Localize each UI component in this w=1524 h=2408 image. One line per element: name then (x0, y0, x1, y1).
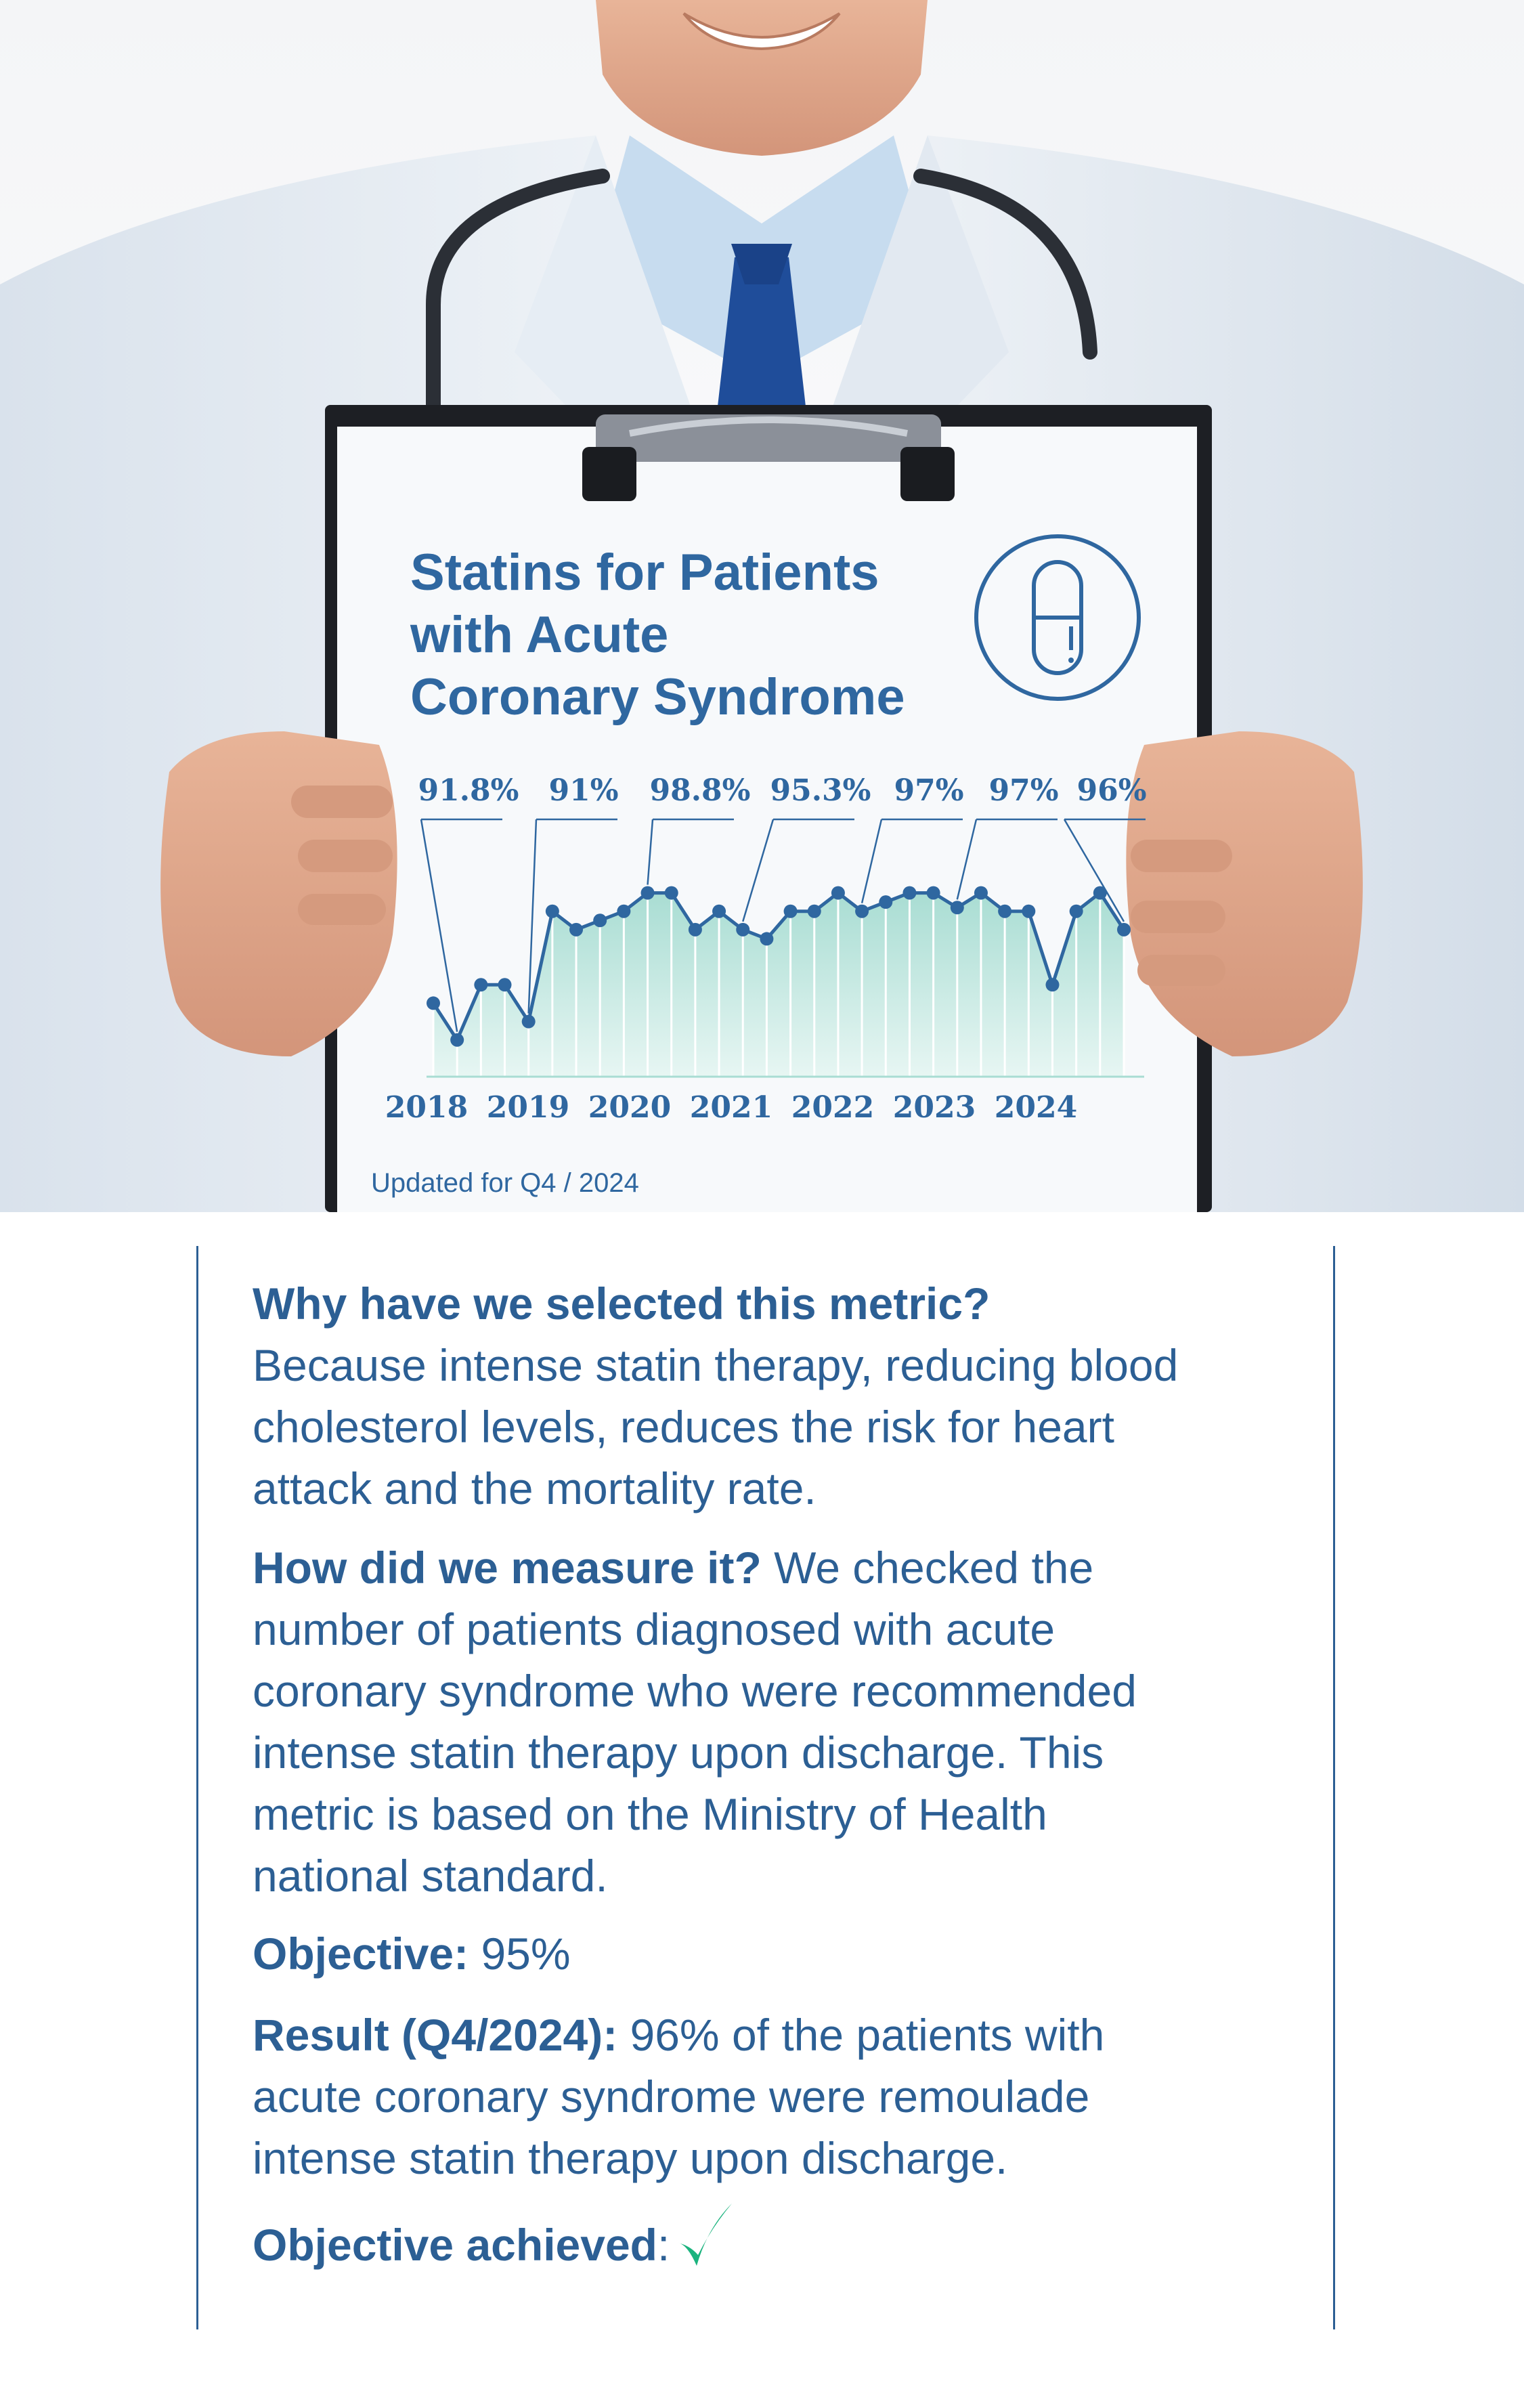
how-heading: How did we measure it? (253, 1543, 762, 1593)
chart-point (879, 895, 892, 909)
result-line-2: intense statin therapy upon discharge. (253, 2133, 1008, 2183)
updated-note: Updated for Q4 / 2024 (371, 1168, 639, 1198)
title-line-3: Coronary Syndrome (410, 668, 905, 726)
chart-x-tick-label: 2018 (385, 1090, 469, 1125)
chart-point (641, 886, 655, 900)
why-section (253, 1273, 1309, 1520)
achieved-colon: : (657, 2220, 670, 2270)
objective-value: 95% (469, 1929, 571, 1979)
how-line-2: coronary syndrome who were recommended (253, 1666, 1137, 1716)
chart-point (712, 905, 726, 918)
title-line-2: with Acute (410, 606, 669, 664)
why-line-3: attack and the mortality rate. (253, 1463, 817, 1513)
chart-x-tick-label: 2019 (486, 1090, 570, 1125)
metric-info-box (196, 1246, 1335, 2329)
chart-annotation: 96% (1076, 773, 1147, 808)
chart-annotation: 97% (988, 773, 1059, 808)
chart-point (1117, 923, 1131, 937)
chart-point (569, 923, 583, 937)
chart-point (450, 1033, 464, 1047)
result-label: Result (Q4/2024): (253, 2010, 618, 2060)
chart-point (998, 905, 1011, 918)
result-section (253, 2004, 1309, 2189)
objective-section (253, 1923, 1309, 1985)
chart-point (736, 923, 749, 937)
chart-x-tick-label: 2023 (892, 1090, 976, 1125)
chart-point (784, 905, 798, 918)
chart-annotation: 98.8% (649, 773, 751, 808)
how-line-5: national standard. (253, 1851, 608, 1901)
chart-point (593, 913, 607, 927)
chart-annotation: 95.3% (770, 773, 871, 808)
chart-point (427, 996, 440, 1010)
chart-point (927, 886, 940, 900)
chart-annotation: 97% (894, 773, 964, 808)
chart-x-tick-label: 2021 (689, 1090, 773, 1125)
chart-point (808, 905, 821, 918)
chart-point (760, 932, 773, 945)
chart-point (1022, 905, 1035, 918)
chart-point (665, 886, 678, 900)
chart-point (974, 886, 988, 900)
chart-point (831, 886, 845, 900)
result-line-1: acute coronary syndrome were remoulade (253, 2071, 1090, 2122)
chart-point (1093, 886, 1107, 900)
chart-point (617, 905, 630, 918)
achieved-section (253, 2201, 1309, 2291)
achieved-label: Objective achieved (253, 2220, 657, 2270)
chart-annotation: 91.8% (418, 773, 519, 808)
chart-point (474, 978, 487, 991)
how-line-3: intense statin therapy upon discharge. This (253, 1727, 1104, 1778)
why-line-2: cholesterol levels, reduces the risk for heart (253, 1402, 1114, 1452)
chart-point (902, 886, 916, 900)
how-line-4: metric is based on the Ministry of Health (253, 1789, 1047, 1839)
chart-x-tick-label: 2020 (588, 1090, 672, 1125)
result-line-0: 96% of the patients with (617, 2010, 1105, 2060)
chart-point (546, 905, 559, 918)
how-line-1: number of patients diagnosed with acute (253, 1604, 1055, 1654)
why-heading: Why have we selected this metric? (253, 1278, 990, 1329)
how-line-0: We checked the (761, 1543, 1094, 1593)
checkmark-icon (674, 2201, 735, 2291)
chart-point (1070, 905, 1083, 918)
chart-point (689, 923, 702, 937)
title-line-1: Statins for Patients (410, 544, 879, 601)
chart-point (498, 978, 512, 991)
chart-x-tick-label: 2024 (994, 1090, 1078, 1125)
how-section (253, 1537, 1309, 1907)
chart-point (1045, 978, 1059, 991)
chart-point (951, 901, 964, 914)
chart-point (855, 905, 869, 918)
chart-annotation: 91% (548, 773, 619, 808)
chart-point (522, 1015, 536, 1029)
chart-x-tick-label: 2022 (791, 1090, 875, 1125)
clipboard-title (410, 542, 993, 729)
objective-label: Objective: (253, 1929, 469, 1979)
why-line-1: Because intense statin therapy, reducing blood (253, 1340, 1179, 1390)
